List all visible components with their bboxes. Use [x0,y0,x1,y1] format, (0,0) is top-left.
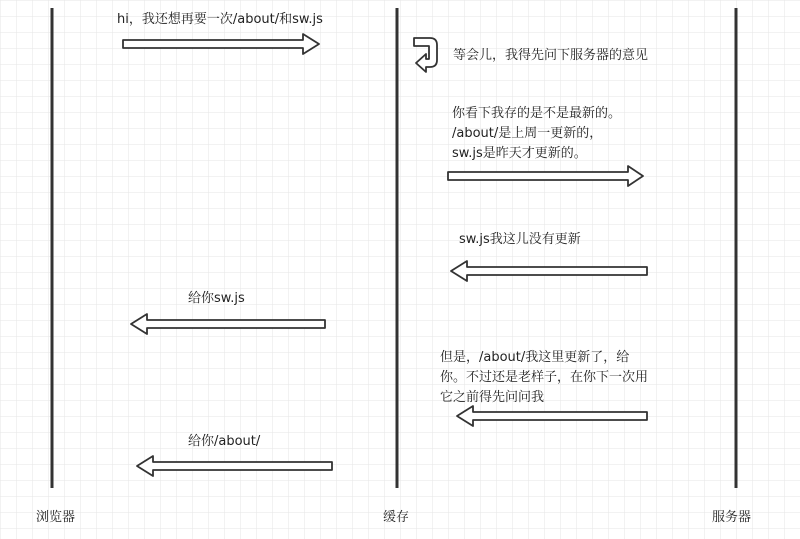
lane-label-browser: 浏览器 [36,510,76,525]
message-server-updated: 但是，/about/我这里更新了，给 你。不过还是老样子，在你下一次用 它之前得先问问我 [440,350,649,405]
lane-label-server: 服务器 [712,510,752,525]
message-server-not-modified: sw.js我这儿没有更新 [459,232,581,247]
lane-label-cache: 缓存 [383,510,410,525]
message-give-swjs: 给你sw.js [188,291,245,306]
message-browser-request: hi，我还想再要一次/about/和sw.js [117,12,323,27]
message-give-about: 给你/about/ [188,434,261,449]
message-cache-wait: 等会儿，我得先问下服务器的意见 [453,48,649,63]
message-cache-ask-server: 你看下我存的是不是最新的。 /about/是上周一更新的， sw.js是昨天才更新的。 [452,106,622,161]
